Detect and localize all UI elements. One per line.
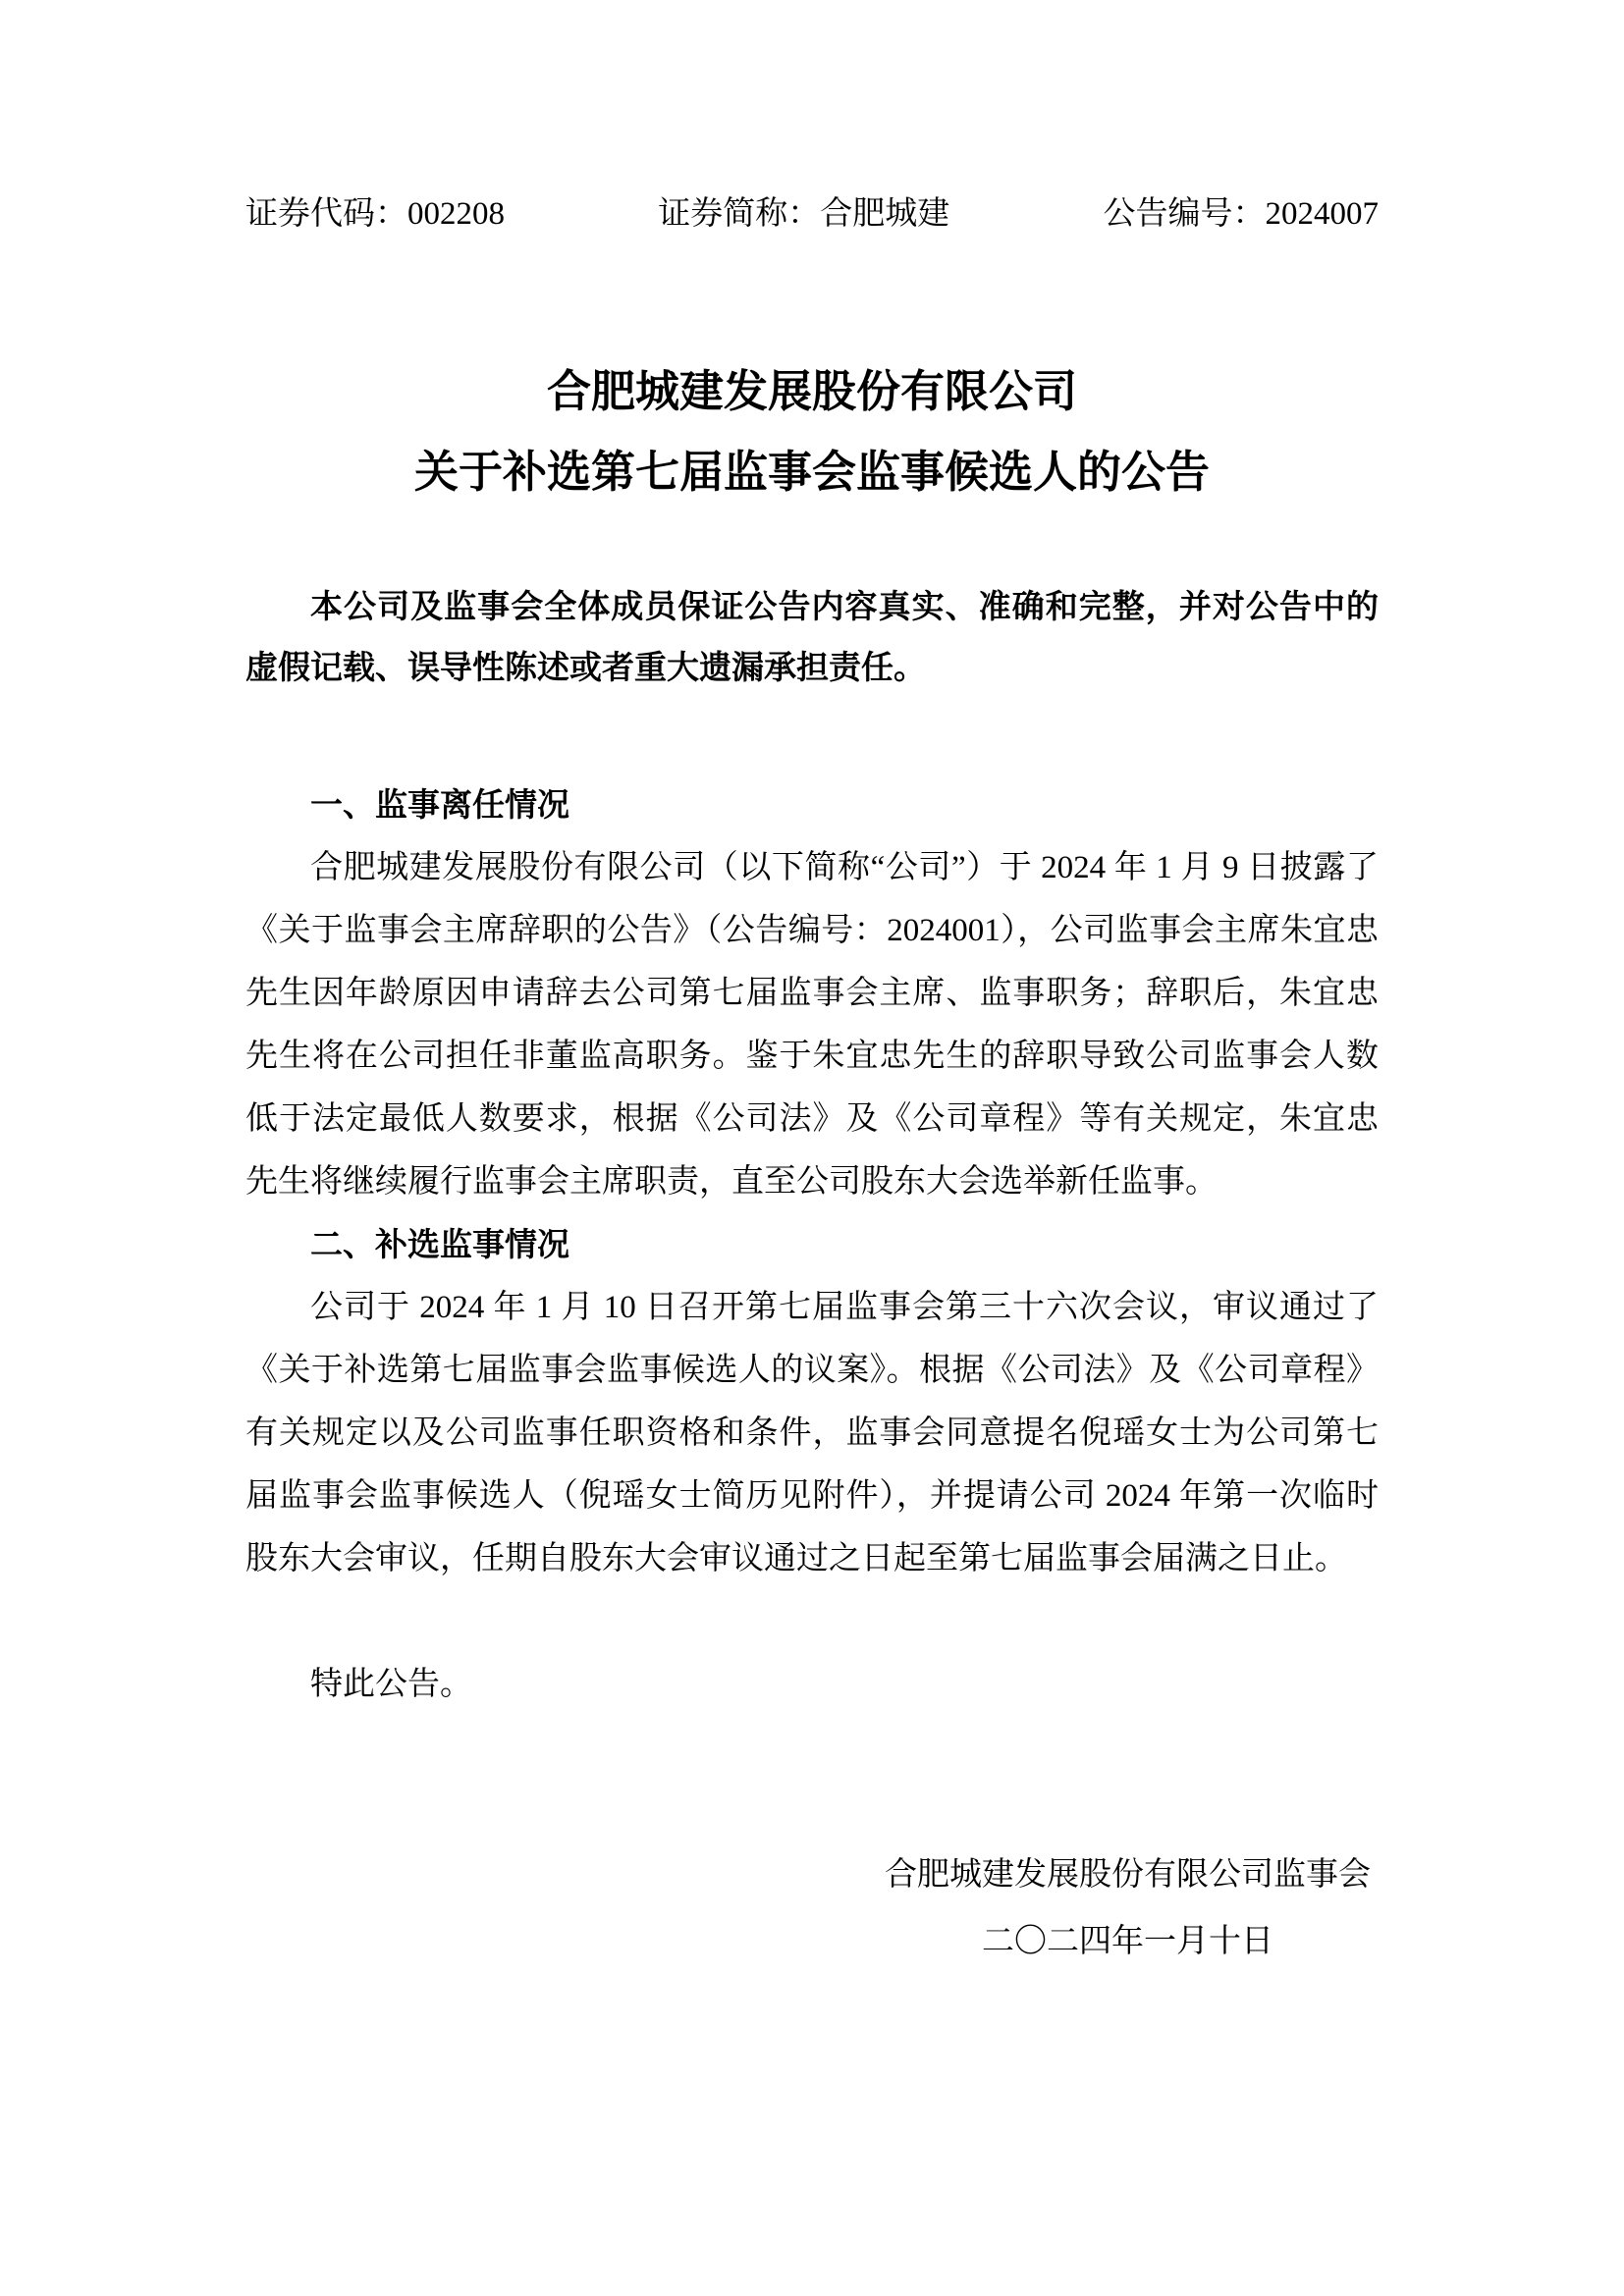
document-header (245, 192, 1379, 236)
title-subject: 关于补选第七届监事会监事候选人的公告 (413, 447, 1210, 497)
disclaimer-statement: 本公司及监事会全体成员保证公告内容真实、准确和完整，并对公告中的虚假记载、误导性陈述或者重大遗漏承担责任。 (245, 590, 1379, 686)
title-company-name: 合肥城建发展股份有限公司 (546, 366, 1077, 416)
section-1-heading: 一、监事离任情况 (310, 786, 569, 823)
document-title (245, 351, 1379, 512)
signature-inner (885, 1842, 1371, 1975)
announcement-number: 公告编号：2024007 (1103, 196, 1379, 232)
stock-code: 证券代码：002208 (245, 196, 505, 232)
closing-statement: 特此公告。 (310, 1667, 472, 1702)
section-2-paragraph: 公司于 2024 年 1 月 10 日召开第七届监事会第三十六次会议，审议通过了《关于补选第七届监事会监事候选人的议案》。根据《公司法》及《公司章程》有关规定以及公司监事任职资格和条件，监事会同意提名倪瑶女士为公司第七届监事会监事候选人（倪瑶女士简历见附件），并提请公司 2024 年第一次临时股东大会审议，任期自股东大会审议通过之日起至第七届监事会届满之日止。 (245, 1290, 1379, 1576)
signature-date: 二〇二四年一月十日 (982, 1924, 1273, 1959)
section-2-heading: 二、补选监事情况 (310, 1226, 569, 1262)
section-1-paragraph: 合肥城建发展股份有限公司（以下简称“公司”）于 2024 年 1 月 9 日披露了《关于监事会主席辞职的公告》（公告编号：2024001），公司监事会主席朱宜忠先生因年龄原因申请辞去公司第七届监事会主席、监事职务；辞职后，朱宜忠先生将在公司担任非董监高职务。鉴于朱宜忠先生的辞职导致公司监事会人数低于法定最低人数要求，根据《公司法》及《公司章程》等有关规定，朱宜忠先生将继续履行监事会主席职责，直至公司股东大会选举新任监事。 (245, 850, 1379, 1200)
stock-abbreviation: 证券简称：合肥城建 (658, 196, 950, 232)
signature-company: 合肥城建发展股份有限公司监事会 (885, 1857, 1371, 1893)
signature-block (245, 1842, 1379, 1975)
